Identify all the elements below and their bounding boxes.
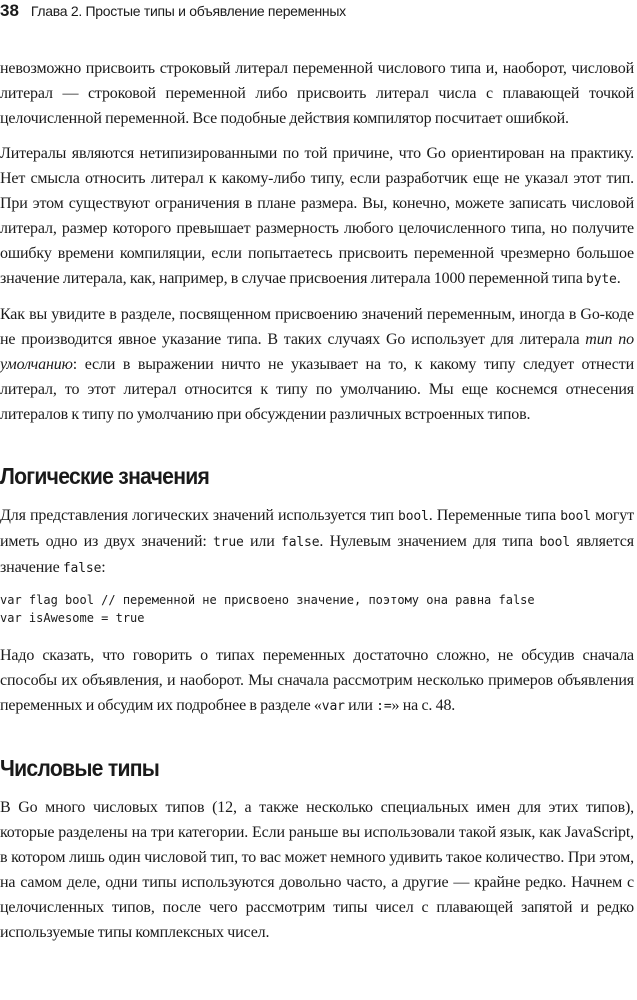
paragraph-default-type [0, 302, 634, 427]
code-line: var isAwesome = true [0, 611, 145, 625]
code-line: var flag bool // переменной не присвоено значение, поэтому она равна false [0, 593, 535, 607]
section-heading-numeric-types: Числовые типы [0, 755, 160, 781]
paragraph-text: » на с. 48. [391, 697, 456, 714]
inline-code-byte: byte [586, 272, 617, 287]
paragraph-text: могут иметь одно из двух значений: [0, 507, 635, 550]
paragraph-bool-type [0, 503, 634, 581]
section-heading-booleans: Логические значения [0, 463, 210, 489]
inline-code-bool: bool [398, 509, 429, 524]
code-block-bool [0, 591, 634, 627]
paragraph-text: : если в выражении ничто не указывает на то, к какому типу следует отнести литерал, то этот литерал относится к типу по умолчанию. Мы еще коснемся отнесения литералов к типу по умолчанию при обсуждении различных встроенных типов. [0, 356, 634, 423]
inline-code-false: false [62, 561, 102, 576]
inline-code-short-assign: := [376, 699, 392, 714]
inline-code-bool: bool [560, 509, 591, 524]
paragraph-text: Как вы увидите в разделе, посвященном присвоению значений переменным, иногда в Go-коде не производится явное указание типа. В таких случаях Go использует для литерала [0, 306, 634, 348]
paragraph-text: Надо сказать, что говорить о типах переменных достаточно сложно, не обсудив сначала способы их объявления, и наоборот. Мы сначала рассмотрим несколько примеров объявления переменных и обсудим их подробнее в разделе « [0, 647, 634, 714]
paragraph-untyped-literals [0, 141, 634, 292]
page-body [0, 56, 634, 955]
paragraph-text: является значение [0, 533, 634, 576]
paragraph-text: Литералы являются нетипизированными по той причине, что Go ориентирован на практику. Нет смысла относить литерал к какому-либо типу, если разработчик еще не указал этот тип. При этом существуют ограничения в плане размера. Вы, конечно, можете записать числовой литерал, размер которого превышает размерность любого целочисленного типа, но получите ошибку времени компиляции, если попытаетесь присвоить переменной чрезмерно большое значение литерала, как, например, в случае присвоения литерала 1000 переменной типа [0, 145, 634, 287]
paragraph-numeric-types: В Go много числовых типов (12, а также несколько специальных имен для этих типов), которые разделены на три категории. Если раньше вы использовали такой язык, как JavaScript, в котором лишь один числовой тип, то вас может немного удивить такое количество. При этом, на самом деле, одни типы используются довольно часто, а другие — крайне редко. Начнем с целочисленных типов, после чего рассмотрим типы чисел с плавающей запятой и редко используемые типы комплексных чисел. [0, 799, 634, 941]
page-number: 38 [0, 1, 19, 20]
paragraph-text: или [243, 533, 282, 550]
paragraph-text: : [101, 559, 106, 576]
emphasis-default-type: тип по умолчанию [0, 331, 634, 373]
paragraph-declarations [0, 643, 634, 719]
paragraph-text: . Переменные типа [428, 507, 561, 524]
inline-code-true: true [212, 535, 244, 550]
paragraph-text-end: . [616, 270, 621, 287]
inline-code-bool: bool [539, 535, 571, 550]
paragraph-text: . Нулевым значением для типа [319, 533, 540, 550]
running-header [0, 0, 637, 22]
paragraph-text: Для представления логических значений используется тип [0, 507, 399, 524]
inline-code-var: var [321, 699, 345, 714]
chapter-title: Глава 2. Простые типы и объявление переменных [30, 3, 346, 19]
paragraph-literal-assignment: невозможно присвоить строковый литерал переменной числового типа и, наоборот, числовой литерал — строковой переменной либо присвоить литерал числа с плавающей точкой целочисленной переменной. Все подобные действия компилятор посчитает ошибкой. [0, 60, 634, 127]
paragraph-text: или [344, 697, 377, 714]
inline-code-false: false [281, 535, 320, 550]
